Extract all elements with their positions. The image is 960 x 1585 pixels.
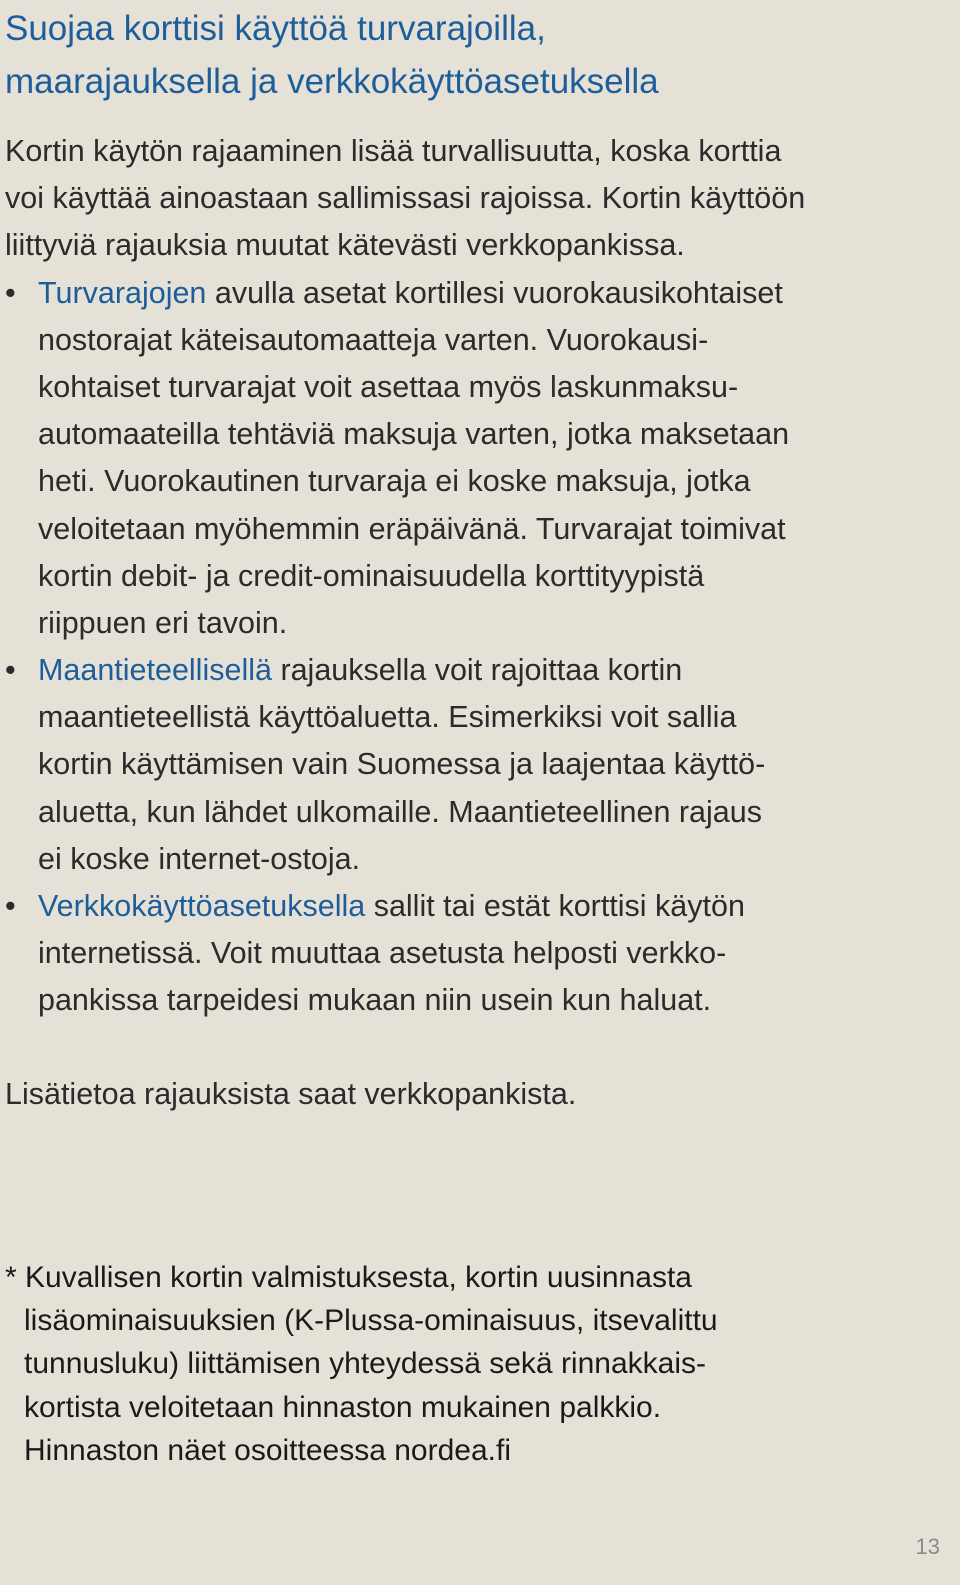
bullet-first-line — [5, 883, 935, 930]
bullet-line: nostorajat käteisautomaatteja varten. Vuorokausi- — [38, 322, 709, 357]
bullet-term: Turvarajojen — [38, 275, 207, 310]
bullet-dot: • — [5, 653, 16, 688]
intro-line: voi käyttää ainoastaan sallimissasi rajoissa. Kortin käyttöön — [5, 181, 806, 216]
bullet-line: maantieteellistä käyttöaluetta. Esimerkiksi voit sallia — [38, 700, 737, 735]
page-title-line-2: maarajauksella ja verkkokäyttöasetuksella — [5, 62, 659, 101]
bullet-first-rest: rajauksella voit rajoittaa kortin — [271, 653, 683, 688]
bullet-dot: • — [5, 889, 16, 923]
footnote — [5, 1256, 935, 1472]
bullet-term: Verkkokäyttöasetuksella — [38, 889, 366, 923]
footnote-line: kortista veloitetaan hinnaston mukainen palkkio. — [24, 1390, 662, 1424]
intro-paragraph — [5, 128, 935, 270]
bullet-first-line — [5, 270, 935, 317]
bullet-line: heti. Vuorokautinen turvaraja ei koske maksuja, jotka — [38, 464, 751, 499]
bullet-first-rest: sallit tai estät korttisi käytön — [365, 889, 745, 923]
page-title — [5, 2, 905, 108]
bullet-line: pankissa tarpeidesi mukaan niin usein kun haluat. — [38, 983, 712, 1018]
bullet-line: kortin käyttämisen vain Suomessa ja laajentaa käyttö- — [38, 747, 766, 782]
page-title-line-1: Suojaa korttisi käyttöä turvarajoilla, — [5, 9, 546, 48]
footnote-line: lisäominaisuuksien (K-Plussa-ominaisuus, itsevalittu — [24, 1304, 718, 1338]
bullet-term: Maantieteellisellä — [38, 653, 272, 688]
bullet-turvarajat — [5, 270, 935, 648]
bullet-first-rest: avulla asetat kortillesi vuorokausikohtaiset — [206, 275, 783, 310]
bullet-line: ei koske internet-ostoja. — [38, 841, 361, 876]
bullet-line: kohtaiset turvarajat voit asettaa myös laskunmaksu- — [38, 369, 739, 404]
bullet-verkkokaytto — [5, 883, 935, 1025]
bullet-line: internetissä. Voit muuttaa asetusta helposti verkko- — [38, 936, 727, 971]
footnote-line: tunnusluku) liittämisen yhteydessä sekä rinnakkais- — [24, 1347, 706, 1381]
intro-line: liittyviä rajauksia muutat kätevästi verkkopankissa. — [5, 228, 685, 263]
bullet-first-line — [5, 647, 935, 694]
more-info-text: Lisätietoa rajauksista saat verkkopankista. — [5, 1077, 577, 1111]
bullet-line: kortin debit- ja credit-ominaisuudella korttityypistä — [38, 558, 705, 593]
bullet-maantieteellinen — [5, 647, 935, 883]
footnote-line: Hinnaston näet osoitteessa nordea.fi — [24, 1433, 511, 1467]
bullet-line: automaateilla tehtäviä maksuja varten, jotka maksetaan — [38, 417, 790, 452]
bullet-dot: • — [5, 275, 16, 310]
bullet-line: aluetta, kun lähdet ulkomaille. Maantieteellinen rajaus — [38, 794, 762, 829]
bullet-line: riippuen eri tavoin. — [38, 605, 288, 640]
body-text — [5, 128, 935, 1025]
bullet-line: veloitetaan myöhemmin eräpäivänä. Turvarajat toimivat — [38, 511, 786, 546]
intro-line: Kortin käytön rajaaminen lisää turvallisuutta, koska korttia — [5, 134, 782, 168]
page-number: 13 — [915, 1534, 940, 1559]
footnote-line: * Kuvallisen kortin valmistuksesta, kortin uusinnasta — [5, 1261, 692, 1294]
